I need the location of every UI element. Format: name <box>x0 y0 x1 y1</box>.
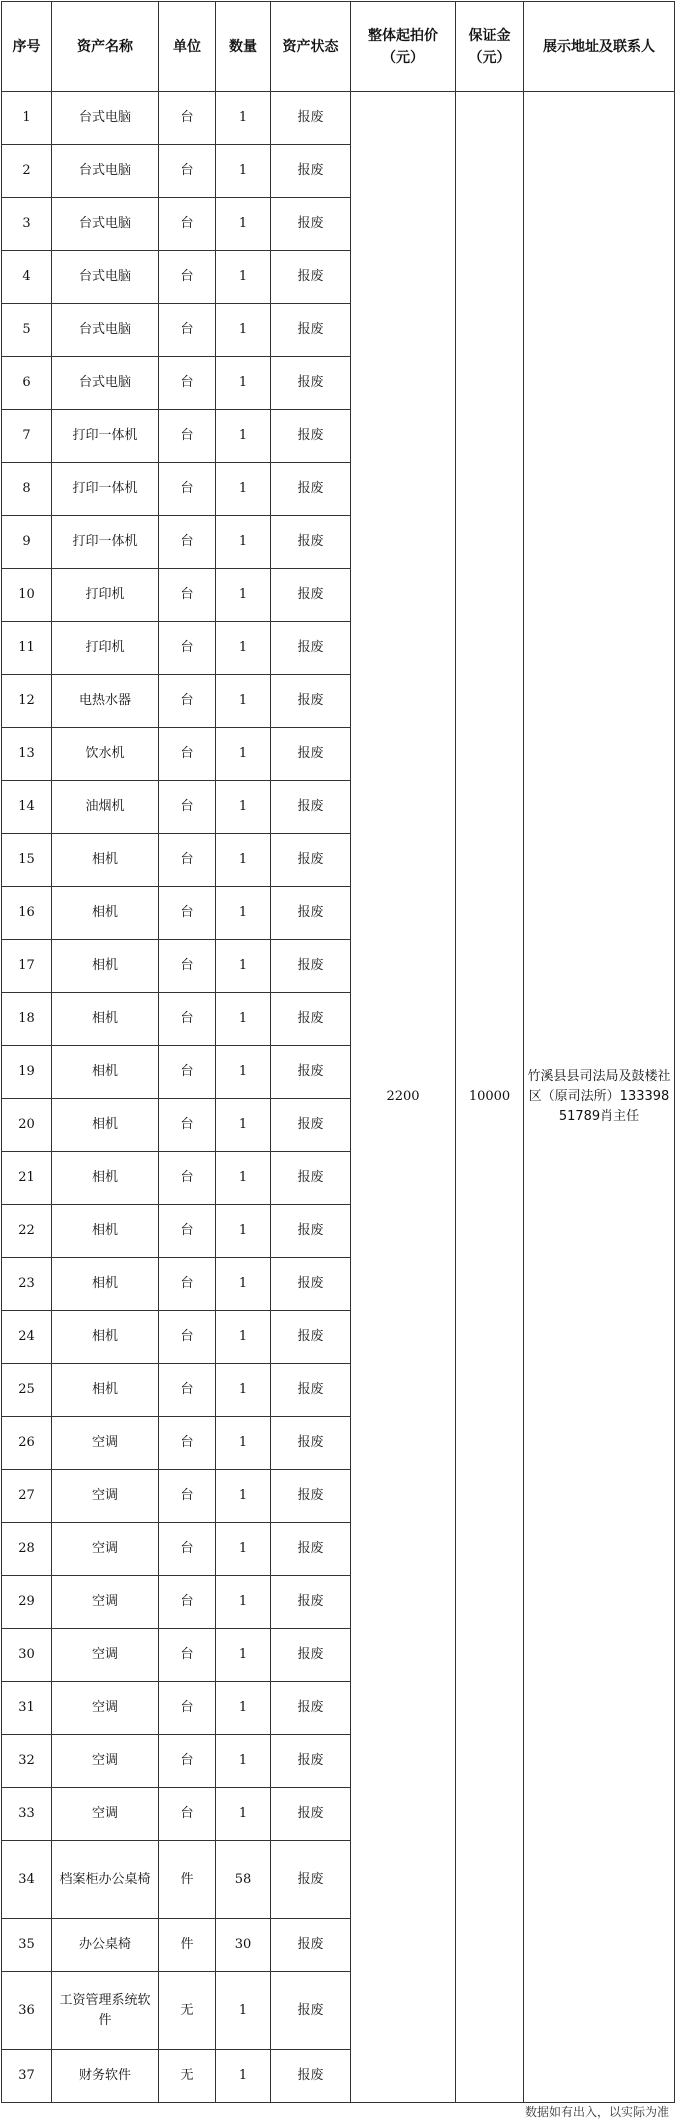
cell-unit: 台 <box>159 1523 216 1576</box>
cell-index: 1 <box>2 92 52 145</box>
cell-asset-name: 电热水器 <box>52 675 159 728</box>
cell-unit: 台 <box>159 675 216 728</box>
cell-index: 20 <box>2 1099 52 1152</box>
cell-index: 33 <box>2 1788 52 1841</box>
cell-quantity: 1 <box>216 92 271 145</box>
cell-index: 11 <box>2 622 52 675</box>
cell-asset-name: 空调 <box>52 1576 159 1629</box>
cell-quantity: 1 <box>216 1258 271 1311</box>
cell-asset-status: 报废 <box>271 145 351 198</box>
cell-unit: 台 <box>159 410 216 463</box>
cell-index: 17 <box>2 940 52 993</box>
merged-deposit: 10000 <box>456 92 524 2103</box>
cell-asset-name: 档案柜办公桌椅 <box>52 1841 159 1919</box>
cell-quantity: 1 <box>216 622 271 675</box>
cell-asset-status: 报废 <box>271 1735 351 1788</box>
cell-quantity: 1 <box>216 1046 271 1099</box>
cell-asset-status: 报废 <box>271 1205 351 1258</box>
cell-asset-status: 报废 <box>271 569 351 622</box>
cell-asset-name: 财务软件 <box>52 2050 159 2103</box>
cell-quantity: 1 <box>216 569 271 622</box>
cell-index: 5 <box>2 304 52 357</box>
cell-unit: 无 <box>159 1972 216 2050</box>
cell-asset-name: 台式电脑 <box>52 251 159 304</box>
cell-asset-name: 相机 <box>52 1258 159 1311</box>
cell-index: 14 <box>2 781 52 834</box>
cell-asset-name: 空调 <box>52 1735 159 1788</box>
cell-quantity: 1 <box>216 357 271 410</box>
cell-unit: 台 <box>159 1682 216 1735</box>
cell-asset-status: 报废 <box>271 1470 351 1523</box>
cell-unit: 台 <box>159 728 216 781</box>
cell-index: 26 <box>2 1417 52 1470</box>
cell-asset-name: 空调 <box>52 1788 159 1841</box>
cell-unit: 台 <box>159 1364 216 1417</box>
cell-asset-name: 相机 <box>52 940 159 993</box>
merged-starting-price: 2200 <box>351 92 456 2103</box>
cell-index: 10 <box>2 569 52 622</box>
cell-asset-status: 报废 <box>271 516 351 569</box>
cell-index: 6 <box>2 357 52 410</box>
cell-quantity: 1 <box>216 993 271 1046</box>
cell-unit: 台 <box>159 1258 216 1311</box>
cell-unit: 台 <box>159 145 216 198</box>
cell-asset-name: 台式电脑 <box>52 304 159 357</box>
cell-quantity: 1 <box>216 304 271 357</box>
cell-unit: 台 <box>159 1735 216 1788</box>
cell-index: 32 <box>2 1735 52 1788</box>
cell-index: 19 <box>2 1046 52 1099</box>
cell-index: 36 <box>2 1972 52 2050</box>
cell-unit: 台 <box>159 1311 216 1364</box>
cell-asset-status: 报废 <box>271 357 351 410</box>
table-row <box>2 92 675 145</box>
cell-unit: 台 <box>159 198 216 251</box>
cell-asset-status: 报废 <box>271 304 351 357</box>
cell-asset-status: 报废 <box>271 1919 351 1972</box>
cell-index: 22 <box>2 1205 52 1258</box>
cell-asset-status: 报废 <box>271 1258 351 1311</box>
cell-asset-name: 饮水机 <box>52 728 159 781</box>
cell-asset-status: 报废 <box>271 1152 351 1205</box>
cell-asset-name: 空调 <box>52 1629 159 1682</box>
cell-asset-name: 相机 <box>52 1099 159 1152</box>
cell-index: 13 <box>2 728 52 781</box>
cell-unit: 台 <box>159 357 216 410</box>
cell-asset-status: 报废 <box>271 728 351 781</box>
cell-asset-name: 相机 <box>52 993 159 1046</box>
cell-unit: 台 <box>159 887 216 940</box>
disclaimer-note: 数据如有出入，以实际为准 <box>524 2105 669 2119</box>
cell-index: 12 <box>2 675 52 728</box>
cell-unit: 台 <box>159 781 216 834</box>
cell-asset-status: 报废 <box>271 92 351 145</box>
cell-index: 31 <box>2 1682 52 1735</box>
cell-quantity: 1 <box>216 1152 271 1205</box>
cell-unit: 台 <box>159 1788 216 1841</box>
cell-quantity: 1 <box>216 1972 271 2050</box>
cell-quantity: 1 <box>216 410 271 463</box>
cell-index: 7 <box>2 410 52 463</box>
cell-quantity: 1 <box>216 1682 271 1735</box>
cell-quantity: 1 <box>216 1311 271 1364</box>
cell-asset-name: 工资管理系统软件 <box>52 1972 159 2050</box>
cell-asset-status: 报废 <box>271 993 351 1046</box>
cell-index: 24 <box>2 1311 52 1364</box>
cell-quantity: 1 <box>216 675 271 728</box>
cell-index: 28 <box>2 1523 52 1576</box>
cell-index: 27 <box>2 1470 52 1523</box>
cell-quantity: 1 <box>216 940 271 993</box>
cell-quantity: 1 <box>216 1629 271 1682</box>
cell-asset-status: 报废 <box>271 940 351 993</box>
cell-asset-status: 报废 <box>271 1576 351 1629</box>
cell-quantity: 1 <box>216 1417 271 1470</box>
cell-asset-status: 报废 <box>271 1417 351 1470</box>
cell-unit: 台 <box>159 92 216 145</box>
cell-asset-status: 报废 <box>271 198 351 251</box>
table-header-row <box>2 2 675 92</box>
cell-asset-status: 报废 <box>271 463 351 516</box>
cell-unit: 台 <box>159 834 216 887</box>
cell-asset-name: 打印机 <box>52 569 159 622</box>
cell-unit: 台 <box>159 1470 216 1523</box>
cell-asset-status: 报废 <box>271 251 351 304</box>
cell-unit: 台 <box>159 516 216 569</box>
cell-asset-name: 相机 <box>52 1364 159 1417</box>
cell-quantity: 1 <box>216 1576 271 1629</box>
cell-unit: 台 <box>159 1576 216 1629</box>
cell-asset-name: 打印一体机 <box>52 463 159 516</box>
cell-quantity: 1 <box>216 1735 271 1788</box>
cell-index: 8 <box>2 463 52 516</box>
cell-unit: 台 <box>159 463 216 516</box>
merged-location-contact: 竹溪县县司法局及鼓楼社区（原司法所）13339851789肖主任 <box>524 92 675 2103</box>
cell-unit: 台 <box>159 993 216 1046</box>
cell-asset-status: 报废 <box>271 1364 351 1417</box>
cell-index: 4 <box>2 251 52 304</box>
cell-quantity: 30 <box>216 1919 271 1972</box>
cell-asset-name: 办公桌椅 <box>52 1919 159 1972</box>
cell-asset-status: 报废 <box>271 1311 351 1364</box>
cell-quantity: 1 <box>216 781 271 834</box>
cell-unit: 台 <box>159 1629 216 1682</box>
cell-unit: 台 <box>159 1205 216 1258</box>
cell-asset-status: 报废 <box>271 887 351 940</box>
cell-quantity: 58 <box>216 1841 271 1919</box>
cell-index: 25 <box>2 1364 52 1417</box>
cell-unit: 件 <box>159 1919 216 1972</box>
cell-asset-status: 报废 <box>271 675 351 728</box>
cell-asset-name: 台式电脑 <box>52 357 159 410</box>
cell-asset-name: 相机 <box>52 1311 159 1364</box>
cell-quantity: 1 <box>216 1364 271 1417</box>
cell-unit: 件 <box>159 1841 216 1919</box>
header-quantity: 数量 <box>216 2 271 92</box>
cell-asset-status: 报废 <box>271 1841 351 1919</box>
cell-index: 37 <box>2 2050 52 2103</box>
cell-asset-name: 打印机 <box>52 622 159 675</box>
cell-index: 16 <box>2 887 52 940</box>
cell-quantity: 1 <box>216 1205 271 1258</box>
cell-asset-status: 报废 <box>271 1972 351 2050</box>
cell-quantity: 1 <box>216 145 271 198</box>
cell-asset-status: 报废 <box>271 410 351 463</box>
cell-index: 2 <box>2 145 52 198</box>
cell-index: 3 <box>2 198 52 251</box>
cell-index: 9 <box>2 516 52 569</box>
cell-unit: 台 <box>159 1417 216 1470</box>
cell-unit: 台 <box>159 622 216 675</box>
cell-quantity: 1 <box>216 1470 271 1523</box>
cell-asset-status: 报废 <box>271 622 351 675</box>
header-location-contact: 展示地址及联系人 <box>524 2 675 92</box>
cell-asset-status: 报废 <box>271 1629 351 1682</box>
cell-asset-status: 报废 <box>271 834 351 887</box>
asset-table <box>1 1 675 2103</box>
header-unit: 单位 <box>159 2 216 92</box>
cell-unit: 台 <box>159 569 216 622</box>
cell-quantity: 1 <box>216 198 271 251</box>
cell-asset-name: 相机 <box>52 1046 159 1099</box>
cell-unit: 台 <box>159 1099 216 1152</box>
cell-quantity: 1 <box>216 251 271 304</box>
cell-unit: 台 <box>159 1046 216 1099</box>
header-index: 序号 <box>2 2 52 92</box>
cell-asset-name: 打印一体机 <box>52 410 159 463</box>
cell-asset-name: 相机 <box>52 834 159 887</box>
cell-unit: 台 <box>159 940 216 993</box>
cell-asset-status: 报废 <box>271 1788 351 1841</box>
cell-asset-name: 台式电脑 <box>52 145 159 198</box>
cell-asset-status: 报废 <box>271 1682 351 1735</box>
cell-unit: 台 <box>159 1152 216 1205</box>
cell-asset-name: 相机 <box>52 887 159 940</box>
header-deposit: 保证金（元） <box>456 2 524 92</box>
cell-asset-name: 相机 <box>52 1205 159 1258</box>
cell-quantity: 1 <box>216 463 271 516</box>
cell-asset-status: 报废 <box>271 781 351 834</box>
cell-quantity: 1 <box>216 516 271 569</box>
cell-quantity: 1 <box>216 1099 271 1152</box>
cell-asset-name: 台式电脑 <box>52 198 159 251</box>
cell-quantity: 1 <box>216 1788 271 1841</box>
cell-index: 21 <box>2 1152 52 1205</box>
header-asset-status: 资产状态 <box>271 2 351 92</box>
cell-quantity: 1 <box>216 887 271 940</box>
cell-asset-name: 空调 <box>52 1682 159 1735</box>
cell-quantity: 1 <box>216 1523 271 1576</box>
cell-index: 29 <box>2 1576 52 1629</box>
cell-asset-status: 报废 <box>271 2050 351 2103</box>
cell-asset-status: 报废 <box>271 1099 351 1152</box>
cell-asset-name: 打印一体机 <box>52 516 159 569</box>
cell-asset-name: 台式电脑 <box>52 92 159 145</box>
header-asset-name: 资产名称 <box>52 2 159 92</box>
cell-asset-name: 油烟机 <box>52 781 159 834</box>
cell-index: 18 <box>2 993 52 1046</box>
cell-index: 15 <box>2 834 52 887</box>
cell-asset-name: 相机 <box>52 1152 159 1205</box>
cell-index: 30 <box>2 1629 52 1682</box>
cell-asset-status: 报废 <box>271 1523 351 1576</box>
cell-asset-name: 空调 <box>52 1417 159 1470</box>
cell-index: 34 <box>2 1841 52 1919</box>
cell-index: 35 <box>2 1919 52 1972</box>
cell-quantity: 1 <box>216 728 271 781</box>
cell-unit: 无 <box>159 2050 216 2103</box>
cell-unit: 台 <box>159 251 216 304</box>
cell-quantity: 1 <box>216 2050 271 2103</box>
cell-unit: 台 <box>159 304 216 357</box>
cell-asset-status: 报废 <box>271 1046 351 1099</box>
cell-asset-name: 空调 <box>52 1523 159 1576</box>
cell-index: 23 <box>2 1258 52 1311</box>
header-starting-price: 整体起拍价（元） <box>351 2 456 92</box>
cell-asset-name: 空调 <box>52 1470 159 1523</box>
cell-quantity: 1 <box>216 834 271 887</box>
